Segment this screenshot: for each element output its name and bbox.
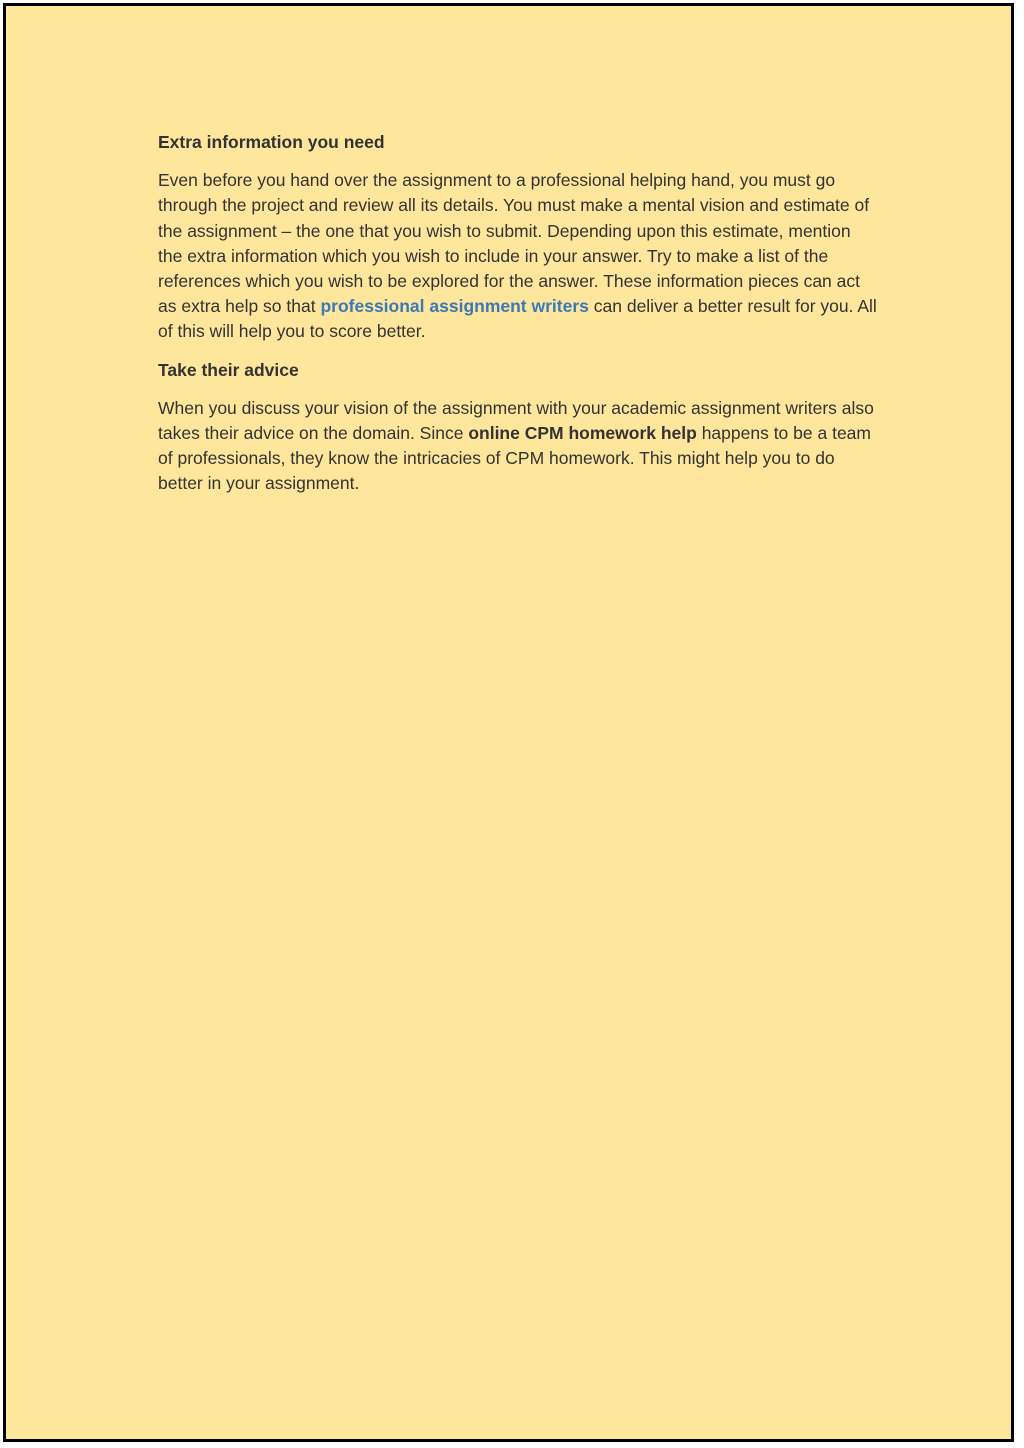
section-paragraph-take-their-advice bbox=[158, 396, 878, 497]
document-body bbox=[158, 130, 878, 510]
document-page bbox=[3, 3, 1014, 1442]
paragraph-text: happens to be a team of professionals, they know the intricacies of CPM homework. This might help you to do better in your assignment. bbox=[158, 423, 871, 494]
section-paragraph-extra-information bbox=[158, 168, 878, 344]
professional-assignment-writers-link[interactable]: professional assignment writers bbox=[320, 296, 589, 317]
paragraph-text: can deliver a better result for you. All of this will help you to score better. bbox=[158, 296, 877, 342]
section-heading-extra-information: Extra information you need bbox=[158, 132, 385, 152]
paragraph-text: Even before you hand over the assignment to a professional helping hand, you must go through the project and review all its details. You must make a mental vision and estimate of the assignment – the one that you wish to submit. Depending upon this estimate, mention the extra information which you wish to include in your answer. Try to make a list of the references which you wish to be explored for the answer. These information pieces can act as extra help so that bbox=[158, 170, 870, 317]
online-cpm-homework-help-text: online CPM homework help bbox=[468, 423, 697, 444]
paragraph-text: When you discuss your vision of the assignment with your academic assignment writers also takes their advice on the domain. Since bbox=[158, 397, 874, 444]
section-heading-take-their-advice: Take their advice bbox=[158, 359, 299, 380]
